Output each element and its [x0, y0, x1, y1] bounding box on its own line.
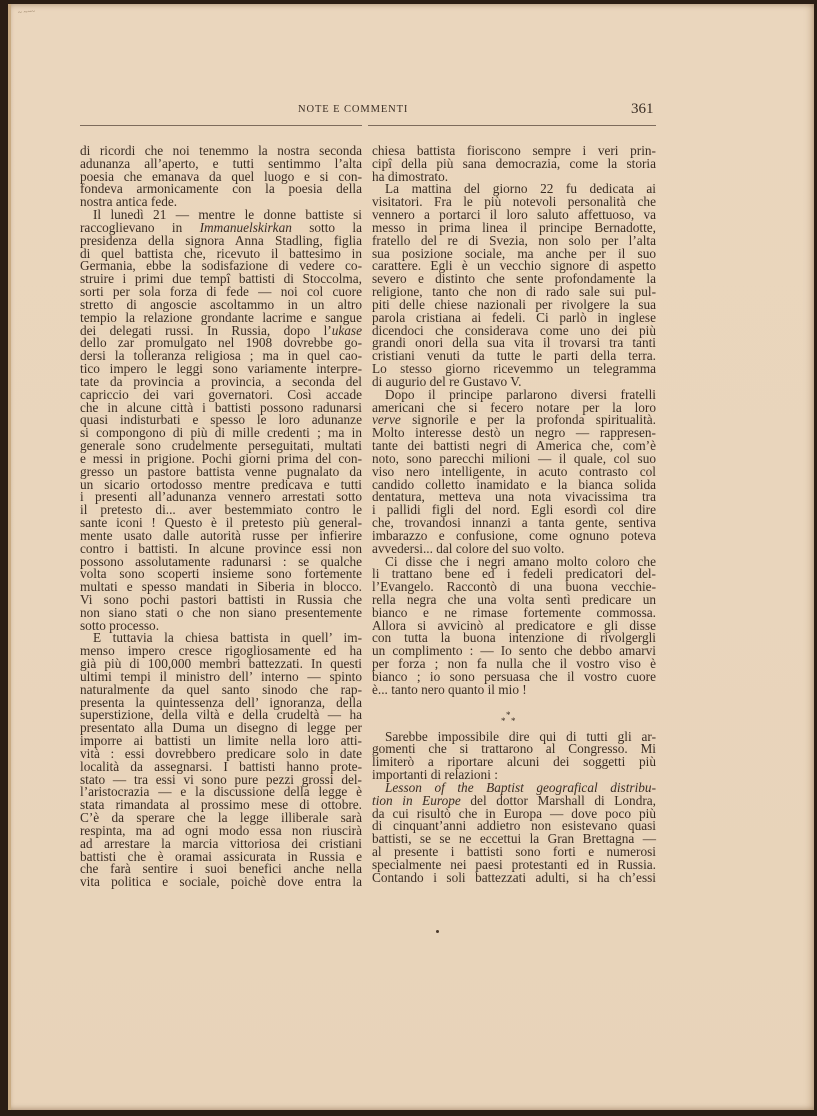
line-text: tico impero le leggi sono variamente interpre- — [80, 361, 362, 377]
line-text: nostra antica fede. — [80, 194, 178, 210]
line-text: i presenti all’adunanza vennero arrestati sotto — [80, 489, 362, 505]
line-text: multati e spesso mandati in Siberia in blocco. — [80, 579, 362, 595]
line-text: località da assegnarsi. I battisti hanno prote- — [80, 758, 362, 774]
line-text: un complimento : — Io sento che debbo amarvi — [372, 643, 656, 659]
line-text: fratello del re di Svezia, non solo per l’alta — [372, 232, 656, 248]
line-text: l’Evangelo. Raccontò di una buona vecchie- — [372, 579, 656, 595]
line-text: E tuttavia la chiesa battista in quell’ im- — [93, 630, 362, 646]
line-text: adunanza all’aperto, e tutti sentimmo l’alta — [80, 155, 362, 171]
line-text: respinta, ma ad ogni modo essa non riuscirà — [80, 822, 362, 838]
line-text: dei delegati russi. In Russia, dopo l’ — [80, 322, 332, 338]
line-text: vita politica e sociale, poichè dove entra la — [80, 874, 362, 890]
line-text: capriccio dei vari governatori. Così accade — [80, 386, 362, 402]
line-text: l’aristocrazia — e la discussione della legge è — [80, 784, 362, 800]
line-text: battisti, se se ne eccettui la Gran Brettagna — — [372, 831, 656, 847]
line-text: di augurio del re Gustavo V. — [372, 373, 522, 389]
line-text: cristiani venuti da tutte le parti della terra. — [372, 348, 656, 364]
line-text: già più di 100,000 membri battezzati. In questi — [80, 656, 362, 672]
line-text: parola cristiana ai fedeli. Ci parlò in inglese — [372, 309, 656, 325]
line-text: cipî della più sana democrazia, come la storia — [372, 155, 656, 171]
line-text: dersi la tolleranza religiosa ; ma in quel cao- — [80, 348, 362, 364]
italic-text: Immanuelskirkan — [199, 219, 292, 235]
line-text: stata rimandata al prossimo mese di ottobre. — [80, 797, 362, 813]
line-text: Molto interesse destò un negro — rappresen- — [372, 425, 656, 441]
line-text: rella negra che una volta sentì predicare un — [372, 591, 656, 607]
line-text: sorti per sola forza di fede — noi col cuore — [80, 284, 362, 300]
line-text: menso impero cresce rigogliosamente ed ha — [80, 643, 362, 659]
header-rule-right — [368, 125, 656, 126]
line-text: vennero a portarci il loro saluto affettuoso, va — [372, 207, 656, 223]
line-text: generale sono crudelmente perseguitati, multati — [80, 438, 362, 454]
line-text: gomenti che si trattarono al Congresso. Mi — [372, 741, 656, 757]
line-text: La mattina del giorno 22 fu dedicata ai — [385, 181, 656, 197]
line-text: tante dei battisti negri di America che, com’è — [372, 438, 656, 454]
line-text: di ricordi che noi tenemmo la nostra seconda — [80, 143, 362, 158]
right-column-top — [372, 145, 656, 697]
line-text: noto, sono parecchi milioni — il quale, col suo — [372, 450, 656, 466]
line-text: presentato alla Duma un disegno di legge per — [80, 720, 362, 736]
line-text: Allora si avvicinò al predicatore e gli disse — [372, 617, 656, 633]
line-text: struire i primi due tempî battisti di Stoccolma, — [80, 271, 362, 287]
line-text: sante iconi ! Questo è il pretesto più general- — [80, 515, 362, 531]
line-text: possono assolutamente radunarsi : se qualche — [80, 553, 362, 569]
running-title: NOTE E COMMENTI — [298, 104, 409, 115]
line-text: volta sono scoperti insieme sono fortemente — [80, 566, 362, 582]
line-text: stretto di angoscie ascoltammo in un altro — [80, 296, 362, 312]
line-text: Contando i soli battezzati adulti, si ha ch’essi — [372, 869, 656, 885]
line-text: imbarazzo e confusione, come ognuno poteva — [372, 527, 656, 543]
line-text: Dopo il principe parlarono diversi fratelli — [385, 386, 656, 402]
line-text-after: signorile e per la profonda spiritualità. — [400, 412, 656, 428]
line-text: al presente i battisti sono forti e numerosi — [372, 844, 656, 860]
line-text: per forza ; non fa nulla che il vostro viso è — [372, 656, 656, 672]
line-text: da cui risultò che in Europa — dove poco più — [372, 805, 656, 821]
line-text: si compongono di più di mille credenti ; ma in — [80, 425, 362, 441]
line-text: naturalmente da quel santo sinodo che rap- — [80, 681, 362, 697]
line-text: importanti di relazioni : — [372, 767, 498, 783]
line-text: presenta la quintessenza dell’ ignoranza, della — [80, 694, 362, 710]
italic-text: ukase — [331, 322, 362, 338]
line-text: piti delle chiese nazionali per rivolgere la sua — [372, 296, 656, 312]
line-text: il pretesto di... aver bestemmiato contro le — [80, 502, 362, 518]
line-text: sotto processo. — [80, 617, 160, 633]
line-text: battisti che è oramai assicurata in Russia e — [80, 848, 362, 864]
line-text: grandi onori della sua vita il trovarsi tra tanti — [372, 335, 656, 351]
text-line — [80, 876, 362, 889]
line-text: chiesa battista fioriscono sempre i veri prin- — [372, 143, 656, 158]
line-text: raccoglievano in — [80, 219, 200, 235]
line-text: Il lunedì 21 — mentre le donne battiste si — [93, 207, 362, 223]
line-text: e messi in prigione. Pochi giorni prima del con- — [80, 450, 362, 466]
line-text: bianco ; io sono persuasa che il vostro cuore — [372, 668, 656, 684]
line-text: mente usato dalle autorità russe per infierire — [80, 527, 362, 543]
right-column-bottom — [372, 728, 657, 885]
italic-text: Lesson of the Baptist geografical distribu- — [385, 779, 656, 795]
line-text: Lo stesso giorno ricevemmo un telegramma — [372, 361, 656, 377]
section-break — [372, 697, 656, 731]
line-text: presidenza della signora Anna Stadling, figlia — [80, 232, 362, 248]
page-number: 361 — [631, 101, 654, 117]
line-text: vità : essi dovrebbero predicare solo in date — [80, 745, 362, 761]
line-text: che, trovandosi innanzi a tanta gente, sentiva — [372, 515, 656, 531]
line-text: gresso un pastore battista venne pugnalato da — [80, 463, 362, 479]
line-text: carattere. Egli è un vecchio signore di aspetto — [372, 258, 656, 274]
line-text-after: sotto la — [291, 219, 362, 235]
line-text: Germania, ebbe la sodisfazione di vedere co- — [80, 258, 362, 274]
line-text: imporre ai battisti un limite nella loro atti- — [80, 733, 362, 749]
line-text: dicendoci che considerava come uno dei più — [372, 322, 656, 338]
line-text: tempio la relazione grondante lacrime e sangue — [80, 309, 362, 325]
line-text: visitatori. Fra le più notevoli personalità che — [372, 194, 656, 210]
line-text: di cinquant’anni addietro non esistevano quasi — [372, 818, 656, 834]
line-text: limiterò a riportare alcuni dei soggetti più — [372, 754, 656, 770]
line-text: ad arrestare la marcia vittoriosa dei cristiani — [80, 835, 362, 851]
line-text: Vi sono pochi pastori battisti in Russia che — [80, 591, 362, 607]
text-line — [372, 681, 656, 697]
line-text: non siano stati o che non siano presentemente — [80, 604, 362, 620]
line-text: severo e distinto che sente profondamente la — [372, 271, 656, 287]
line-text: Sarebbe impossibile dire qui di tutti gli ar- — [385, 728, 656, 744]
line-text: superstizione, della viltà e della crudeltà — ha — [80, 707, 362, 723]
line-text: ha dimostrato. — [372, 168, 449, 184]
line-text: candido colletto inamidato e la bianca solida — [372, 476, 656, 492]
italic-text: tion in Europe — [372, 792, 461, 808]
line-text: con tutta la buona intenzione di rivolgergli — [372, 630, 656, 646]
line-text: americani che si fecero notare per la loro — [372, 399, 656, 415]
line-text: dello zar promulgato nel 1908 dovrebbe go- — [80, 335, 362, 351]
line-text: bianco e ne rimase fortemente commossa. — [372, 604, 656, 620]
line-text: è... tanto nero quanto il mio ! — [372, 681, 527, 697]
header-rule-left — [80, 125, 362, 126]
line-text: C’è da sperare che la legge illiberale sarà — [80, 810, 362, 826]
asterism-star: * — [501, 715, 506, 726]
left-column — [80, 145, 362, 889]
ink-speck — [436, 930, 439, 933]
line-text: che farà sentire i suoi benefici anche nella — [80, 861, 362, 877]
line-text: sua posizione sociale, ma anche per il suo — [372, 245, 656, 261]
line-text-after: del dottor Marshall di Londra, — [460, 792, 657, 808]
line-text: di quel battista che, ricevuto il battesimo in — [80, 245, 362, 261]
line-text: specialmente nei paesi protestanti ed in Russia. — [372, 856, 656, 872]
running-head — [0, 101, 817, 120]
line-text: viso nero intelligente, in acuto contrasto col — [372, 463, 656, 479]
line-text: religione, tanto che non di rado sale sui pul- — [372, 284, 656, 300]
line-text: un sicario ortodosso mentre predicava e tutti — [80, 476, 362, 492]
line-text: contro i battisti. In alcune province essi non — [80, 540, 362, 556]
line-text: messo in prima linea il principe Bernadotte, — [372, 219, 656, 235]
line-text: stato — tra essi vi sono pure pezzi grossi del- — [80, 771, 362, 787]
line-text: ultimi tempi il ministro dell’ interno — spinto — [80, 668, 362, 684]
line-text: li trattano bene ed i fedeli predicatori del- — [372, 566, 656, 582]
line-text: che in alcune città i battisti possono radunarsi — [80, 399, 362, 415]
text-line — [372, 869, 656, 885]
italic-text: verve — [372, 412, 401, 428]
line-text: tate da provincia a provincia, a seconda del — [80, 373, 362, 389]
asterism-star: * — [511, 715, 516, 726]
asterism-star: * — [506, 709, 511, 720]
line-text: Ci disse che i negri amano molto coloro che — [385, 553, 656, 569]
line-text: quasi indisturbati e spesso le loro adunanze — [80, 412, 362, 428]
line-text: poesia che emanava da quel luogo e si con- — [80, 168, 362, 184]
right-column — [372, 145, 656, 885]
line-text: fondeva armonicamente con la poesia della — [80, 181, 362, 197]
line-text: avvedersi... dal colore del suo volto. — [372, 540, 565, 556]
margin-pencil-mark: ~ ~~~ — [17, 7, 36, 17]
line-text: i pallidi figli del nord. Egli esordì col dire — [372, 502, 656, 518]
line-text: dentatura, metteva una nota vivacissima tra — [372, 489, 656, 505]
